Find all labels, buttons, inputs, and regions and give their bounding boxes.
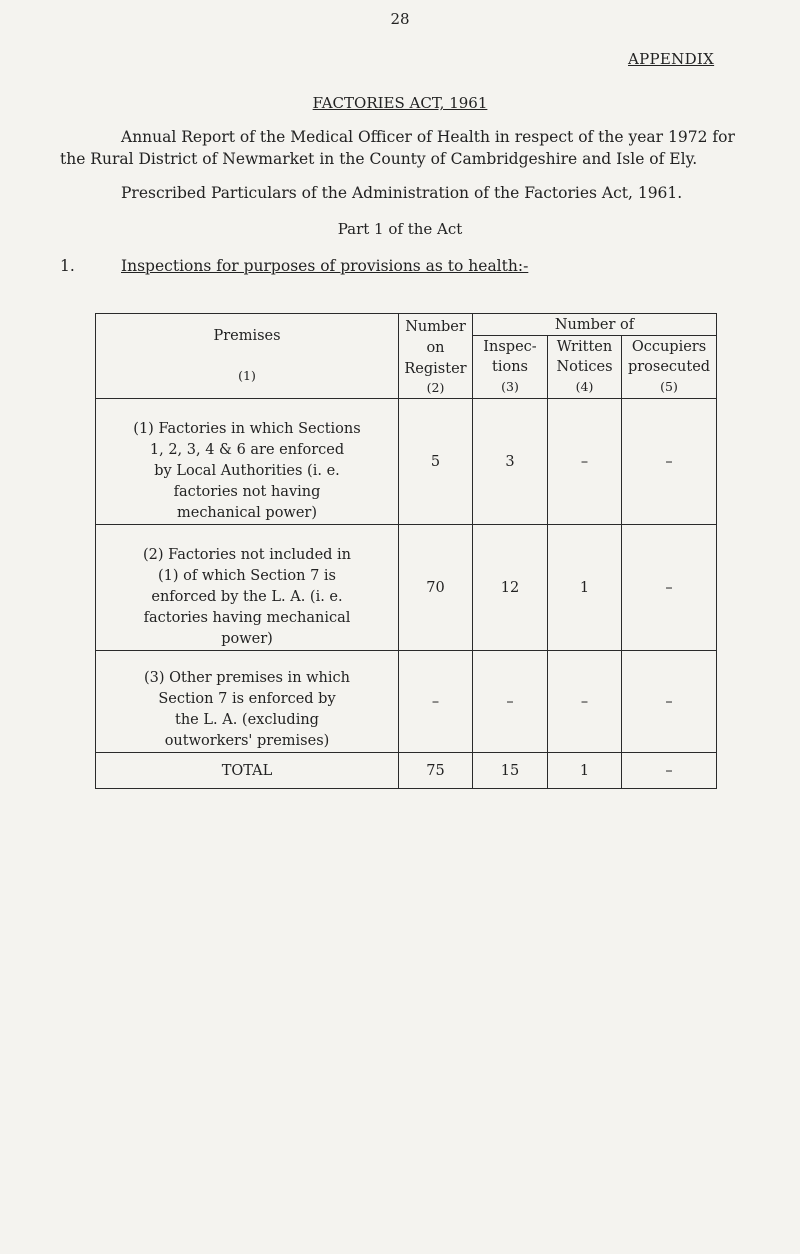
total-register: 75 [399, 753, 473, 789]
total-row [96, 753, 717, 789]
premises-header-label: Premises [213, 328, 281, 344]
row-line: (3) Other premises in which [143, 669, 350, 686]
inspections-cell: – [473, 651, 548, 753]
row-line: 1, 2, 3, 4 & 6 are enforced [149, 442, 345, 458]
row-line: enforced by the L. A. (i. e. [151, 589, 343, 605]
total-notices: 1 [548, 753, 622, 789]
notices-header-number: (4) [575, 379, 594, 394]
total-inspections: 15 [473, 753, 548, 789]
inspections-header [473, 336, 548, 399]
prosecuted-header-number: (5) [660, 379, 678, 394]
register-header-line3: Register [404, 360, 467, 377]
row-description [96, 651, 399, 753]
inspections-cell: 12 [473, 525, 548, 651]
part-line: Part 1 of the Act [337, 220, 463, 238]
notices-header-line1: Written [556, 339, 613, 355]
inspections-table [95, 313, 717, 789]
table-row [96, 651, 717, 753]
prosecuted-cell: – [622, 525, 717, 651]
particulars-line: Prescribed Particulars of the Administration of the Factories Act, 1961. [121, 184, 683, 202]
register-cell: – [399, 651, 473, 753]
notices-cell: – [548, 651, 622, 753]
row-line: power) [221, 631, 273, 647]
register-header [399, 314, 473, 399]
row-line: the L. A. (excluding [175, 711, 319, 728]
row-line: (1) Factories in which Sections [133, 421, 361, 437]
register-cell: 70 [399, 525, 473, 651]
section-number: 1. [60, 257, 75, 275]
row-description [96, 399, 399, 525]
notices-header [548, 336, 622, 399]
register-header-line2: on [426, 339, 445, 356]
total-label: TOTAL [96, 753, 399, 789]
row-line: by Local Authorities (i. e. [154, 463, 340, 479]
prosecuted-header-line1: Occupiers [631, 339, 707, 355]
row-line: (2) Factories not included in [142, 547, 352, 563]
notices-cell: – [548, 399, 622, 525]
intro-paragraph: Annual Report of the Medical Officer of Health in respect of the year 1972 for the Rural District of Newmarket in the County of Cambridgeshire and Isle of Ely. [60, 128, 735, 168]
table-row [96, 399, 717, 525]
notices-header-line2: Notices [556, 359, 613, 375]
prosecuted-cell: – [622, 399, 717, 525]
row-line: (1) of which Section 7 is [157, 568, 336, 584]
row-line: factories having mechanical [143, 610, 351, 626]
prosecuted-header [622, 336, 717, 399]
register-header-line1: Number [405, 318, 466, 335]
table-row [96, 525, 717, 651]
inspections-header-line2: tions [492, 359, 528, 375]
premises-header [96, 314, 399, 399]
register-header-number: (2) [426, 379, 445, 395]
premises-header-number: (1) [238, 368, 256, 383]
appendix-label: APPENDIX [628, 50, 715, 68]
prosecuted-cell: – [622, 651, 717, 753]
row-line: factories not having [173, 484, 321, 500]
notices-cell: 1 [548, 525, 622, 651]
prosecuted-header-line2: prosecuted [627, 359, 711, 375]
section-title: Inspections for purposes of provisions as to health:- [121, 257, 529, 275]
total-prosecuted: – [622, 753, 717, 789]
register-cell: 5 [399, 399, 473, 525]
inspections-cell: 3 [473, 399, 548, 525]
row-line: outworkers' premises) [164, 732, 330, 749]
number-of-header: Number of [473, 314, 717, 336]
inspections-header-number: (3) [501, 379, 519, 394]
inspections-header-line1: Inspec- [483, 339, 537, 355]
row-line: Section 7 is enforced by [158, 690, 336, 707]
page-number: 28 [390, 10, 410, 28]
row-line: mechanical power) [176, 505, 317, 521]
row-description [96, 525, 399, 651]
act-title: FACTORIES ACT, 1961 [312, 94, 488, 112]
